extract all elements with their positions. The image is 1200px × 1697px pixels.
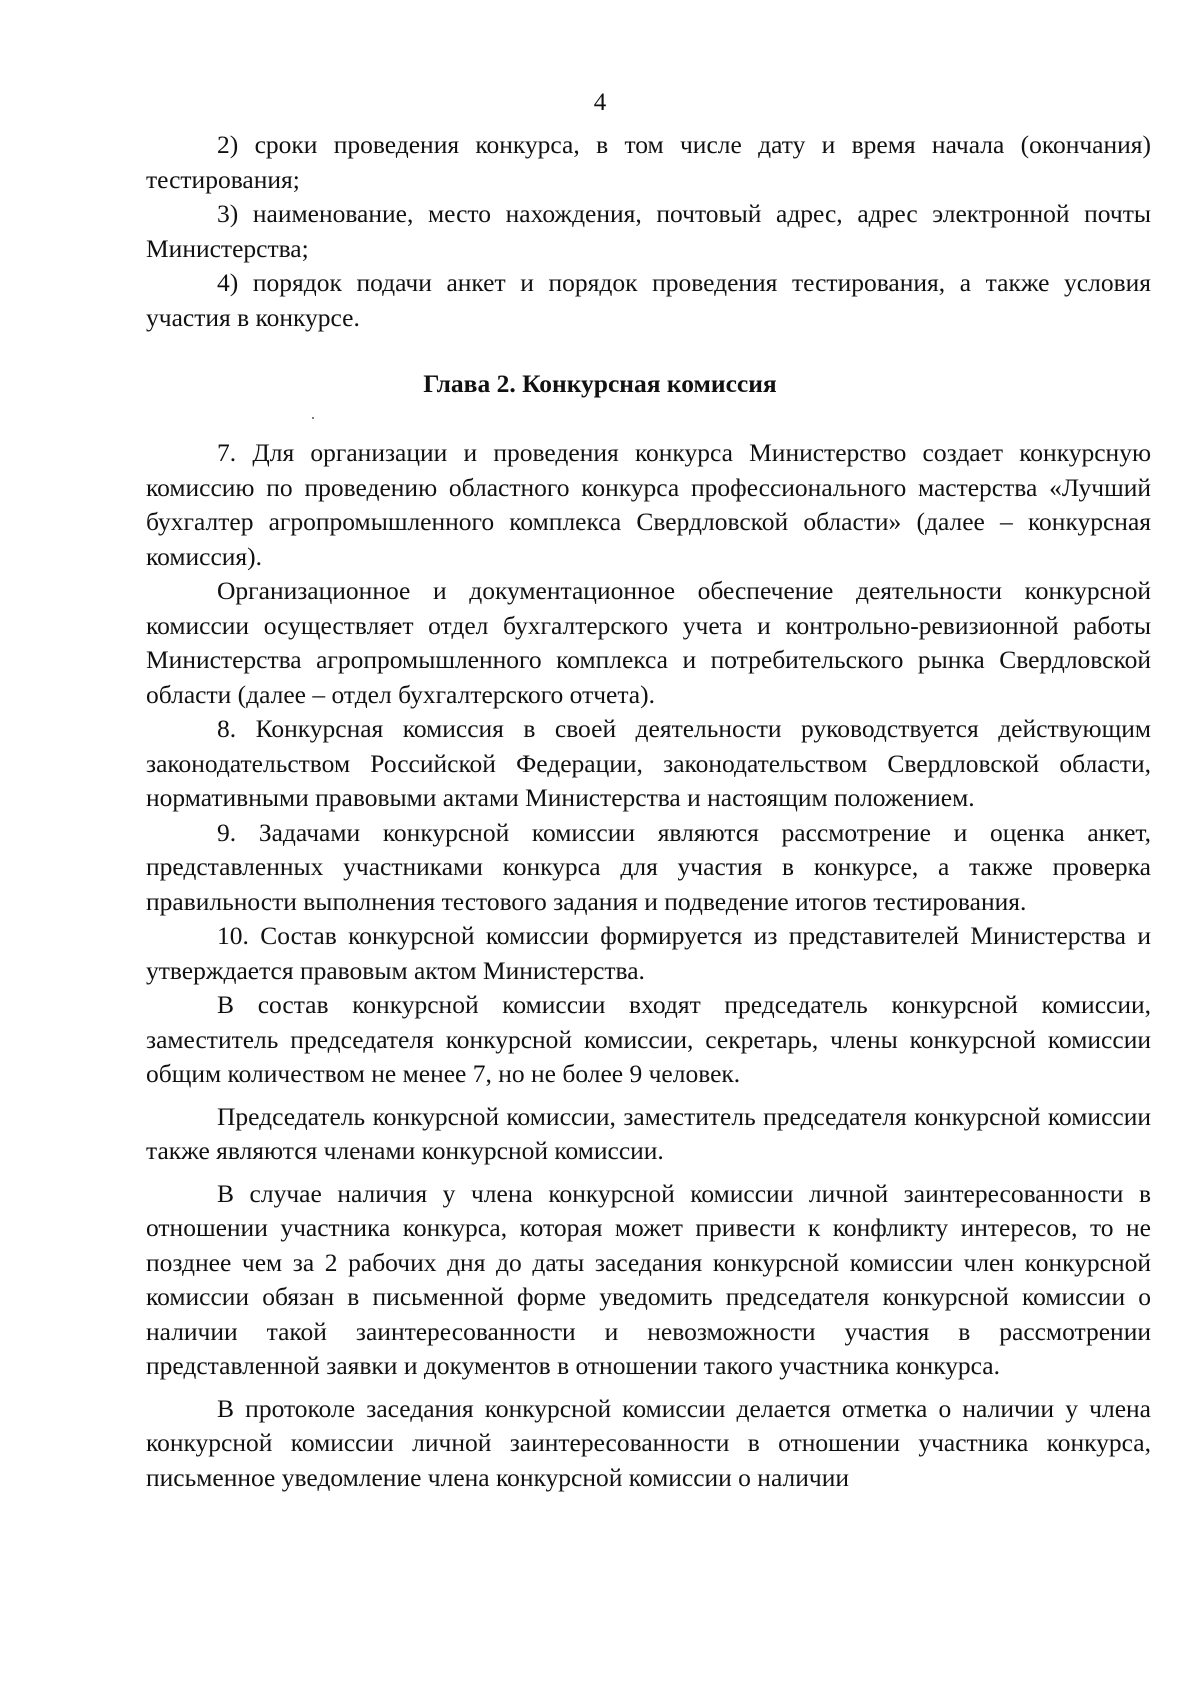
paragraph-composition: В состав конкурсной комиссии входят председатель конкурсной комиссии, заместитель председателя конкурсной комиссии, секретарь, члены конкурсной комиссии общим количеством не менее 7, но не более 9 человек. [146,990,1151,1088]
paragraph-7: 7. Для организации и проведения конкурса Министерство создает конкурсную комиссию по проведению областного конкурса профессионального мастерства «Лучший бухгалтер агропромышленного комплекса Свердловской области» (далее – конкурсная комиссия). [146,438,1151,571]
list-item-deadlines: 2) сроки проведения конкурса, в том числе дату и время начала (окончания) тестирования; [146,130,1151,194]
paragraph-organizational-support: Организационное и документационное обеспечение деятельности конкурсной комиссии осуществляет отдел бухгалтерского учета и контрольно-ревизионной работы Министерства агропромышленного комплекса и потребительского рынка Свердловской области (далее – отдел бухгалтерского отчета). [146,576,1151,709]
list-item-application-procedure: 4) порядок подачи анкет и порядок проведения тестирования, а также условия участия в конкурсе. [146,268,1151,332]
paragraph-conflict-of-interest: В случае наличия у члена конкурсной комиссии личной заинтересованности в отношении участника конкурса, которая может привести к конфликту интересов, то не позднее чем за 2 рабочих дня до даты заседания конкурсной комиссии член конкурсной комиссии обязан в письменной форме уведомить председателя конкурсной комиссии о наличии такой заинтересованности и невозможности участия в рассмотрении представленной заявки и документов в отношении такого участника конкурса. [146,1178,1151,1380]
paragraph-chairman: Председатель конкурсной комиссии, заместитель председателя конкурсной комиссии также являются членами конкурсной комиссии. [146,1101,1151,1165]
page-number: 4 [593,89,607,116]
chapter-heading: Глава 2. Конкурсная комиссия [423,369,777,398]
intro-list [146,128,1151,335]
scan-speck [312,417,314,419]
list-item-ministry-details: 3) наименование, место нахождения, почтовый адрес, адрес электронной почты Министерства; [146,199,1151,263]
paragraph-protocol: В протоколе заседания конкурсной комиссии делается отметка о наличии у члена конкурсной комиссии личной заинтересованности в отношении участника конкурса, письменное уведомление члена конкурсной комиссии о наличии [146,1393,1151,1492]
paragraph-8: 8. Конкурсная комиссия в своей деятельности руководствуется действующим законодательством Российской Федерации, законодательством Свердловской области, нормативными правовыми актами Министерства и настоящим положением. [146,714,1151,812]
paragraph-10: 10. Состав конкурсной комиссии формируется из представителей Министерства и утверждается правовым актом Министерства. [146,921,1151,985]
paragraph-9: 9. Задачами конкурсной комиссии являются рассмотрение и оценка анкет, представленных участниками конкурса для участия в конкурсе, а также проверка правильности выполнения тестового задания и подведение итогов тестирования. [146,817,1151,916]
chapter-body [146,436,1151,1495]
